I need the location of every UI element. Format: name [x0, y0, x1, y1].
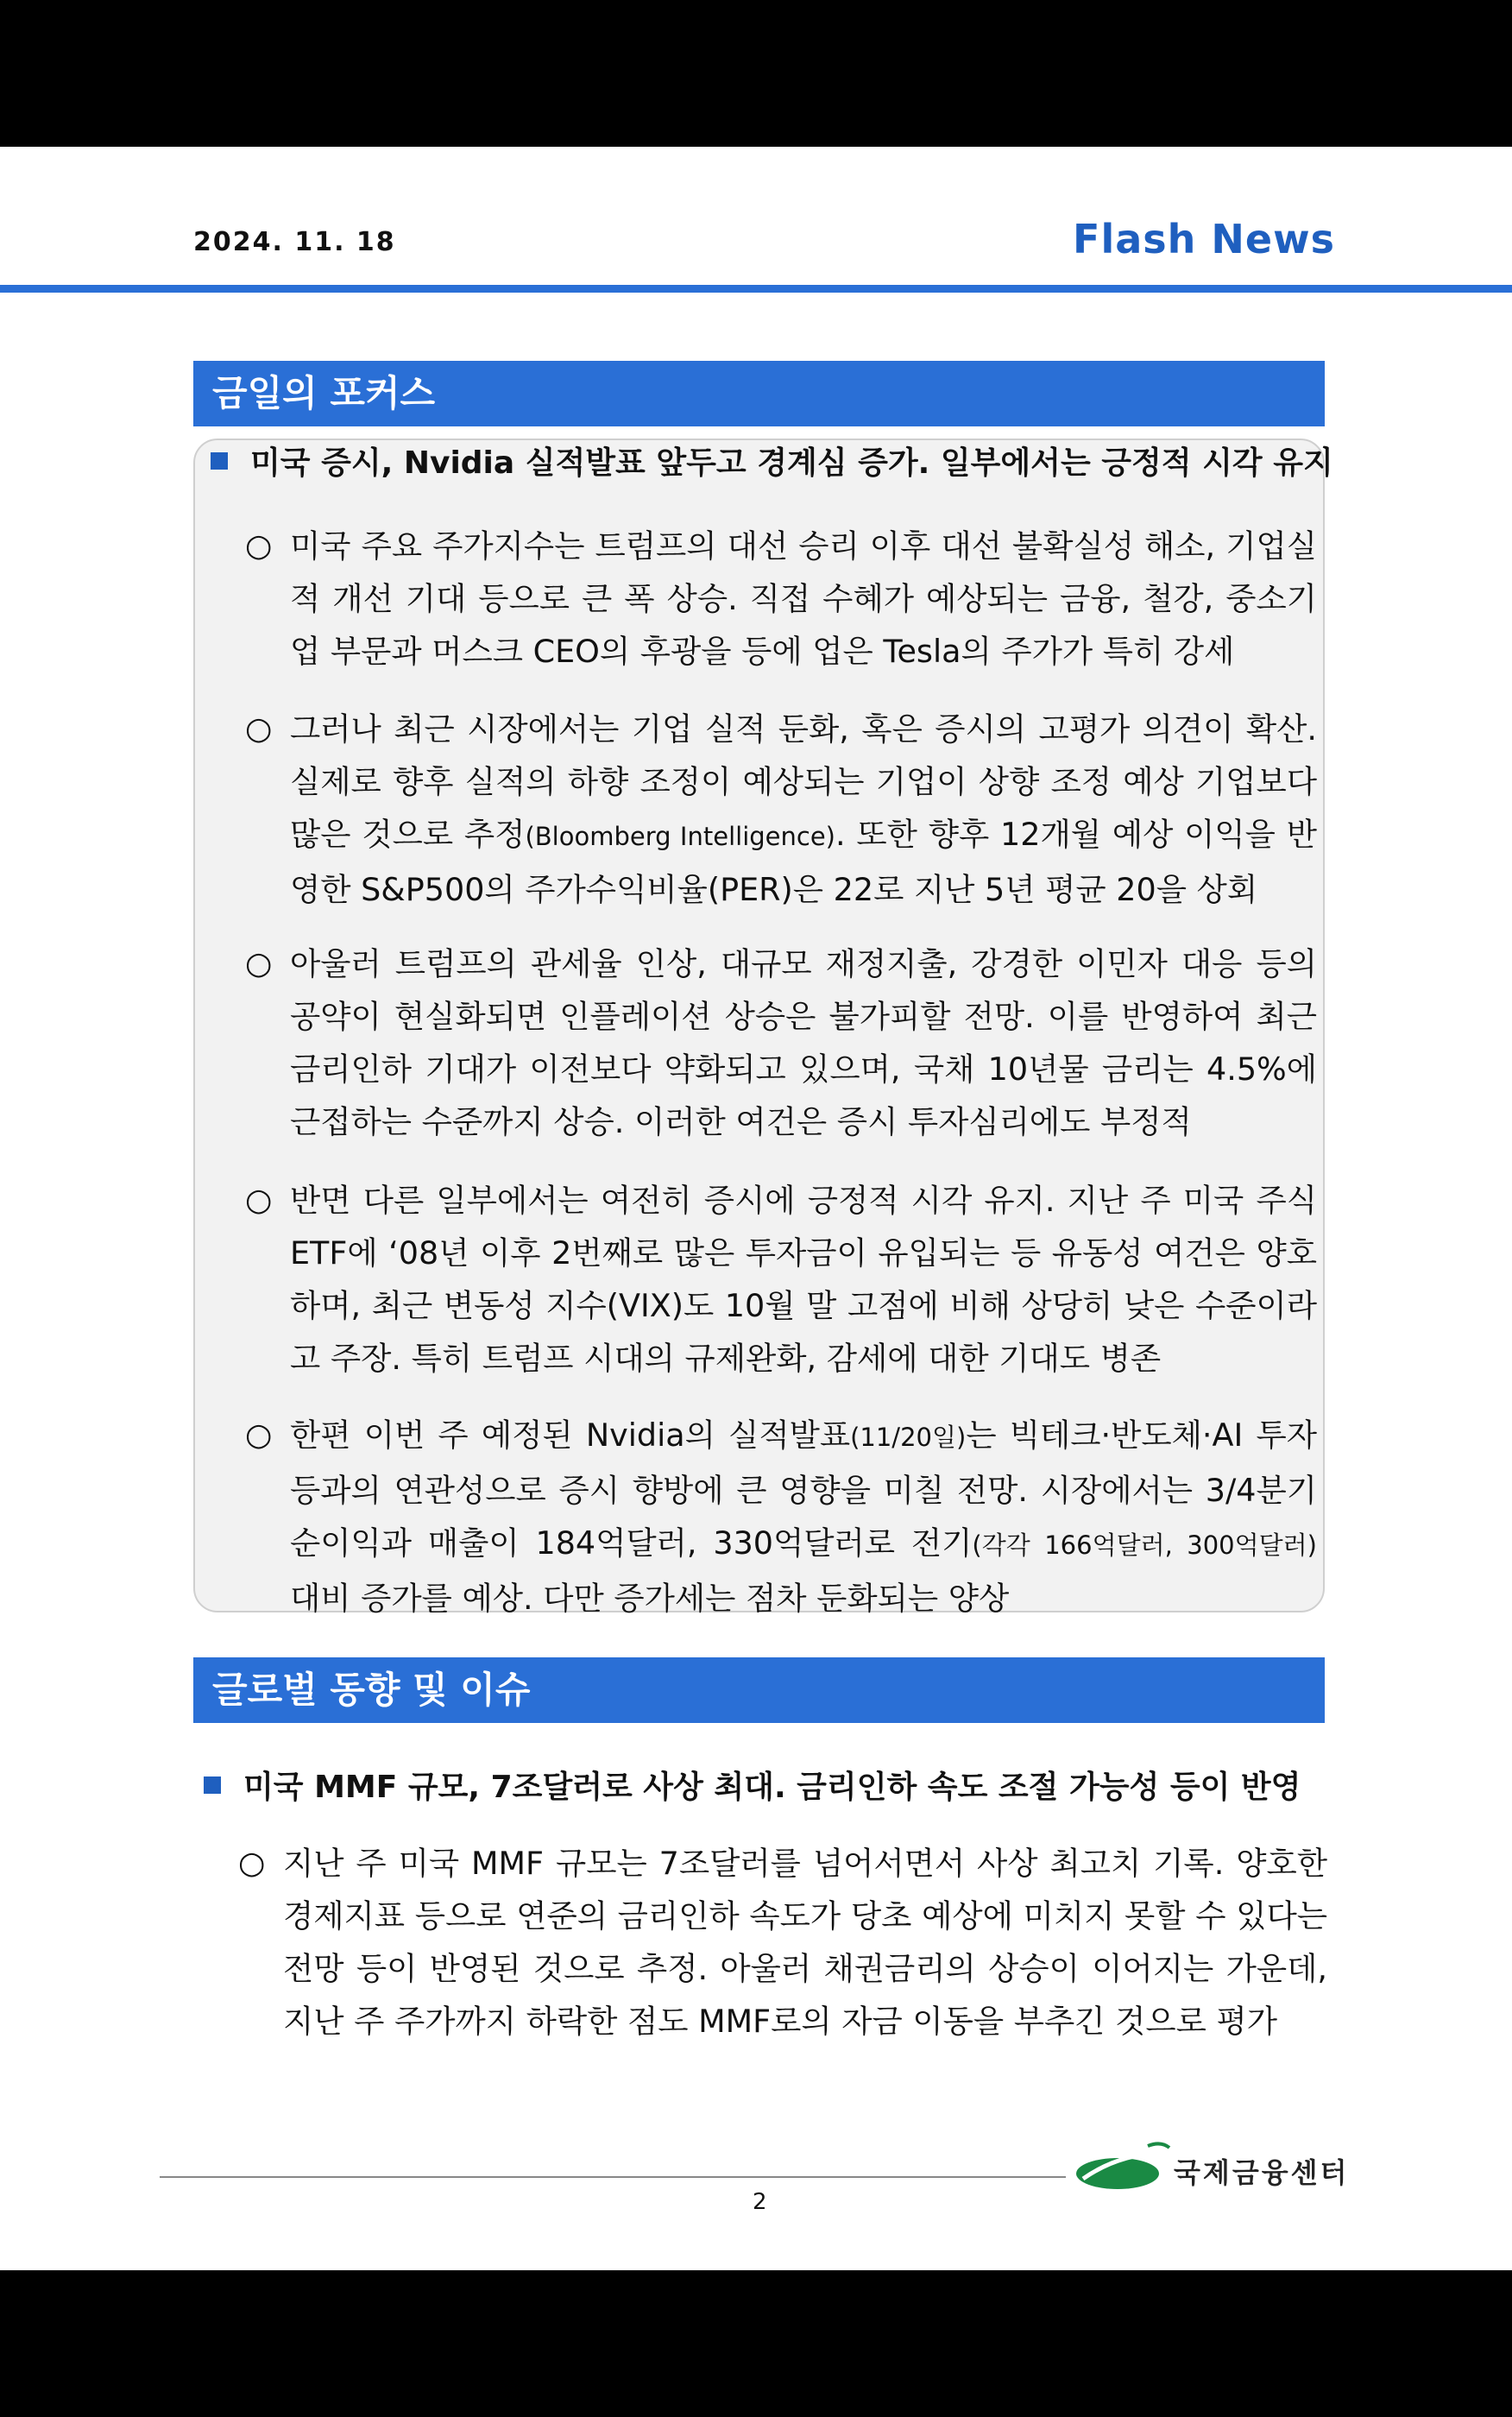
report-title: Flash News — [1073, 216, 1335, 262]
circle-bullet-icon: ○ — [245, 711, 273, 747]
focus-headline — [211, 439, 1333, 483]
circle-bullet-icon: ○ — [245, 1417, 273, 1453]
global-bullet-1: ○ 지난 주 미국 MMF 규모는 7조달러를 넘어서면서 사상 최고치 기록. 양호한 경제지표 등으로 연준의 금리인하 속도가 당초 예상에 미치지 못할 수 있다는 전망 등이 반영된 것으로 추정. 아울러 채권금리의 상승이 이어지는 가운데, 지난 주 주가까지 하락한 점도 MMF로의 자금 이동을 부추긴 것으로 평가 — [283, 1837, 1327, 2048]
square-bullet-icon — [211, 452, 228, 470]
circle-bullet-icon: ○ — [245, 528, 273, 564]
focus-bullet-3: ○ 아울러 트럼프의 관세율 인상, 대규모 재정지출, 강경한 이민자 대응 등의 공약이 현실화되면 인플레이션 상승은 불가피할 전망. 이를 반영하여 최근 금리인하 기대가 이전보다 약화되고 있으며, 국채 10년물 금리는 4.5%에 근접하는 수준까지 상승. 이러한 여건은 증시 투자심리에도 부정적 — [290, 937, 1317, 1148]
circle-bullet-icon: ○ — [245, 1183, 273, 1218]
report-date: 2024. 11. 18 — [193, 227, 396, 257]
section-title-focus: 금일의 포커스 — [193, 361, 1325, 426]
square-bullet-icon — [204, 1776, 221, 1794]
global-headline — [204, 1763, 1301, 1807]
document-page — [0, 147, 1512, 2270]
circle-bullet-icon: ○ — [245, 946, 273, 981]
focus-bullet-2: ○ 그러나 최근 시장에서는 기업 실적 둔화, 혹은 증시의 고평가 의견이 확산. 실제로 향후 실적의 하향 조정이 예상되는 기업이 상향 조정 예상 기업보다 많은 것으로 추정(Bloomberg Intelligence). 또한 향후 12개월 예상 이익을 반영한 S&P500의 주가수익비율(PER)은 22로 지난 5년 평균 20을 상회 — [290, 703, 1317, 916]
header-divider — [0, 285, 1512, 293]
focus-bullet-4: ○ 반면 다른 일부에서는 여전히 증시에 긍정적 시각 유지. 지난 주 미국 주식 ETF에 ‘08년 이후 2번째로 많은 투자금이 유입되는 등 유동성 여건은 양호하며, 최근 변동성 지수(VIX)도 10월 말 고점에 비해 상당히 낮은 수준이라고 주장. 특히 트럼프 시대의 규제완화, 감세에 대한 기대도 병존 — [290, 1174, 1317, 1385]
footer-divider — [160, 2176, 1066, 2178]
focus-bullet-1: ○ 미국 주요 주가지수는 트럼프의 대선 승리 이후 대선 불확실성 해소, 기업실적 개선 기대 등으로 큰 폭 상승. 직접 수혜가 예상되는 금융, 철강, 중소기업 부문과 머스크 CEO의 후광을 등에 업은 Tesla의 주가가 특히 강세 — [290, 520, 1317, 678]
section-title-global: 글로벌 동향 및 이슈 — [193, 1657, 1325, 1723]
circle-bullet-icon: ○ — [238, 1846, 266, 1881]
focus-headline-text: 미국 증시, Nvidia 실적발표 앞두고 경계심 증가. 일부에서는 긍정적 시각 유지 — [250, 445, 1333, 481]
focus-bullet-5: ○ 한편 이번 주 예정된 Nvidia의 실적발표(11/20일)는 빅테크·반도체·AI 투자 등과의 연관성으로 증시 향방에 큰 영향을 미칠 전망. 시장에서는 3/4분기 순이익과 매출이 184억달러, 330억달러로 전기(각각 166억달러, 300억달러) 대비 증가를 예상. 다만 증가세는 점차 둔화되는 양상 — [290, 1409, 1317, 1625]
global-headline-text: 미국 MMF 규모, 7조달러로 사상 최대. 금리인하 속도 조절 가능성 등이 반영 — [243, 1770, 1301, 1805]
footer-org-name: 국제금융센터 — [1174, 2156, 1350, 2189]
page-number: 2 — [753, 2189, 767, 2215]
